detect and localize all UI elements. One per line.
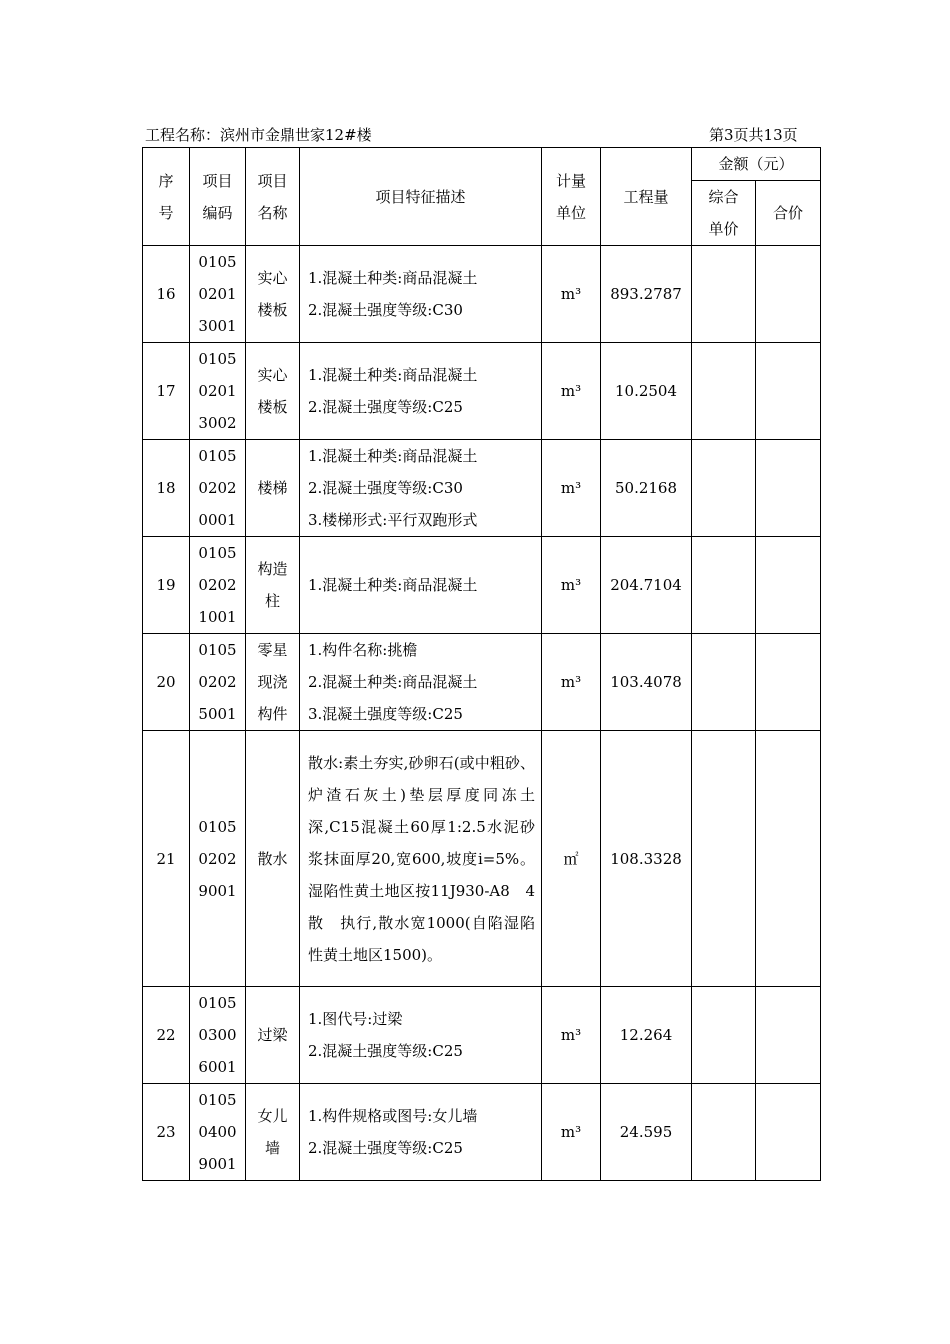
row-code: 0105 0300 6001: [190, 987, 246, 1084]
page-info: 第3页共13页: [709, 126, 798, 144]
project-name: 工程名称：滨州市金鼎世家12#楼: [145, 126, 372, 144]
row-description: 1.构件规格或图号:女儿墙 2.混凝土强度等级:C25: [300, 1084, 542, 1181]
row-seq: 20: [143, 634, 190, 731]
row-seq: 21: [143, 731, 190, 987]
row-unit: m³: [542, 343, 601, 440]
row-description: 1.图代号:过梁 2.混凝土强度等级:C25: [300, 987, 542, 1084]
row-quantity: 24.595: [601, 1084, 692, 1181]
row-unit: ㎡: [542, 731, 601, 987]
row-code: 0105 0202 0001: [190, 440, 246, 537]
row-unit: m³: [542, 440, 601, 537]
row-unit-price: [692, 343, 756, 440]
row-total: [756, 343, 821, 440]
row-unit-price: [692, 1084, 756, 1181]
header-amount: 金额（元）: [692, 148, 821, 181]
row-quantity: 10.2504: [601, 343, 692, 440]
row-unit: m³: [542, 987, 601, 1084]
row-seq: 22: [143, 987, 190, 1084]
row-description: 1.混凝土种类:商品混凝土: [300, 537, 542, 634]
row-name: 过梁: [246, 987, 300, 1084]
row-description: 1.混凝土种类:商品混凝土 2.混凝土强度等级:C25: [300, 343, 542, 440]
row-unit: m³: [542, 1084, 601, 1181]
row-seq: 16: [143, 246, 190, 343]
bill-of-quantities-table: [142, 147, 821, 1181]
row-code: 0105 0400 9001: [190, 1084, 246, 1181]
row-quantity: 108.3328: [601, 731, 692, 987]
row-description: 1.混凝土种类:商品混凝土 2.混凝土强度等级:C30 3.楼梯形式:平行双跑形式: [300, 440, 542, 537]
row-seq: 18: [143, 440, 190, 537]
table-row: [143, 634, 821, 731]
row-quantity: 893.2787: [601, 246, 692, 343]
row-unit-price: [692, 987, 756, 1084]
row-unit-price: [692, 731, 756, 987]
row-quantity: 103.4078: [601, 634, 692, 731]
row-quantity: 50.2168: [601, 440, 692, 537]
table-row: [143, 1084, 821, 1181]
row-description: 散水:素土夯实,砂卵石(或中粗砂、炉渣石灰土)垫层厚度同冻土深,C15混凝土60厚1:2.5水泥砂浆抹面厚20,宽600,坡度i=5%。湿陷性黄土地区按11J930-A8 4散 执行,散水宽1000(自陷湿陷性黄土地区1500)。: [300, 731, 542, 987]
row-quantity: 204.7104: [601, 537, 692, 634]
row-code: 0105 0202 9001: [190, 731, 246, 987]
row-name: 实心 楼板: [246, 246, 300, 343]
row-description: 1.构件名称:挑檐 2.混凝土种类:商品混凝土 3.混凝土强度等级:C25: [300, 634, 542, 731]
row-name: 零星 现浇 构件: [246, 634, 300, 731]
row-total: [756, 537, 821, 634]
header-total: 合价: [756, 181, 821, 246]
row-code: 0105 0201 3001: [190, 246, 246, 343]
table-row: [143, 343, 821, 440]
table-row: [143, 987, 821, 1084]
table-row: [143, 537, 821, 634]
row-quantity: 12.264: [601, 987, 692, 1084]
row-total: [756, 987, 821, 1084]
header-quantity: 工程量: [601, 148, 692, 246]
table-row: [143, 246, 821, 343]
table-row: [143, 731, 821, 987]
row-unit-price: [692, 440, 756, 537]
header-unit-price: 综合 单价: [692, 181, 756, 246]
row-name: 实心 楼板: [246, 343, 300, 440]
row-code: 0105 0202 5001: [190, 634, 246, 731]
row-unit-price: [692, 537, 756, 634]
row-total: [756, 634, 821, 731]
row-total: [756, 246, 821, 343]
row-unit: m³: [542, 634, 601, 731]
table-row: [143, 440, 821, 537]
header-code: 项目 编码: [190, 148, 246, 246]
header-name: 项目 名称: [246, 148, 300, 246]
row-seq: 17: [143, 343, 190, 440]
row-total: [756, 731, 821, 987]
row-total: [756, 1084, 821, 1181]
row-unit-price: [692, 246, 756, 343]
row-unit: m³: [542, 246, 601, 343]
row-seq: 19: [143, 537, 190, 634]
row-name: 女儿 墙: [246, 1084, 300, 1181]
header-unit: 计量 单位: [542, 148, 601, 246]
row-unit-price: [692, 634, 756, 731]
row-name: 楼梯: [246, 440, 300, 537]
header-description: 项目特征描述: [300, 148, 542, 246]
row-code: 0105 0202 1001: [190, 537, 246, 634]
row-name: 构造 柱: [246, 537, 300, 634]
row-total: [756, 440, 821, 537]
row-seq: 23: [143, 1084, 190, 1181]
row-code: 0105 0201 3002: [190, 343, 246, 440]
row-name: 散水: [246, 731, 300, 987]
row-unit: m³: [542, 537, 601, 634]
header-seq: 序 号: [143, 148, 190, 246]
row-description: 1.混凝土种类:商品混凝土 2.混凝土强度等级:C30: [300, 246, 542, 343]
